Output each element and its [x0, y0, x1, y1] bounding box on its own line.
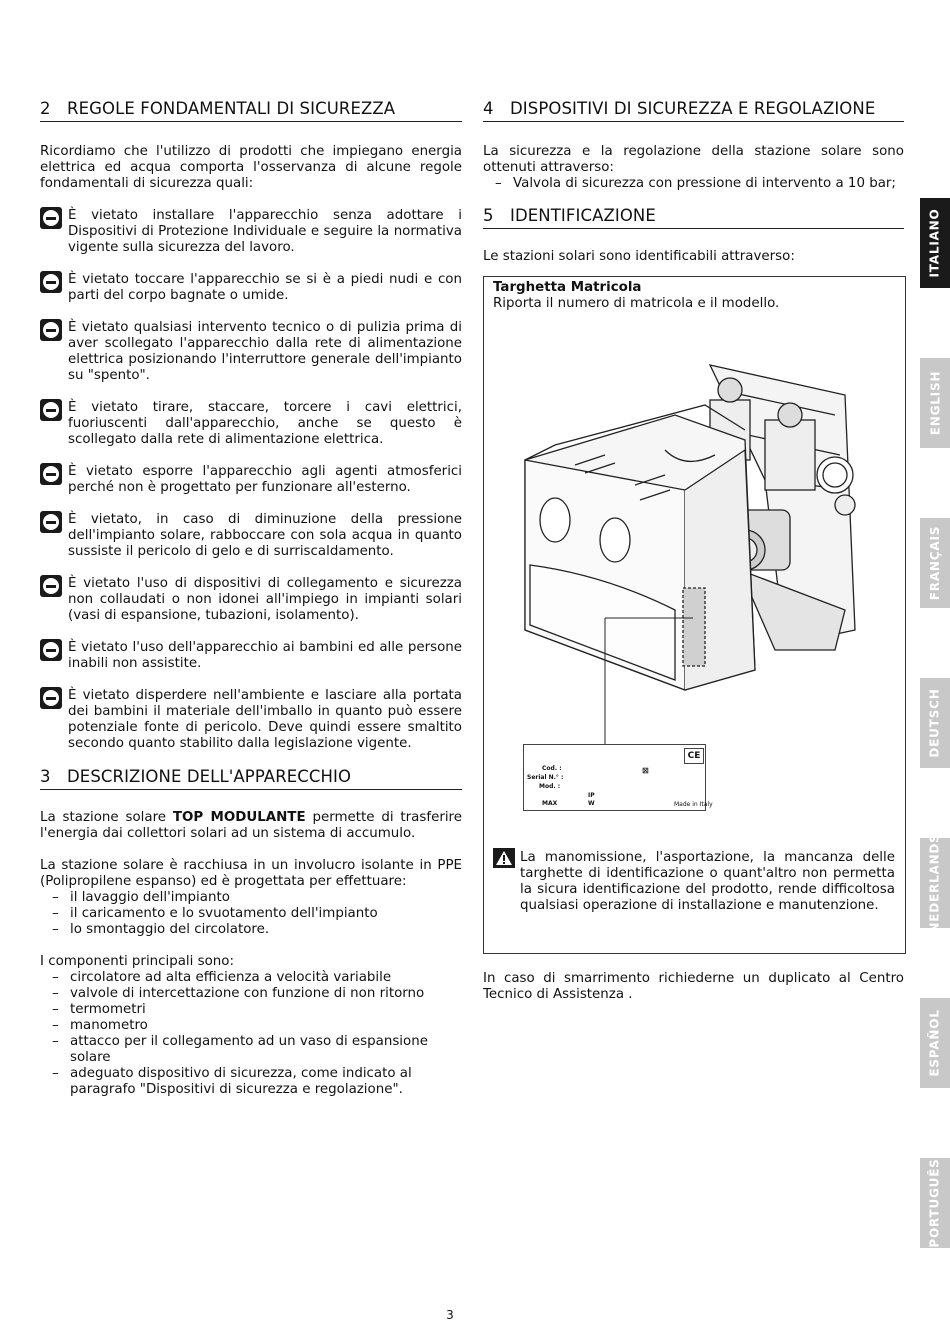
warning-item — [40, 512, 462, 560]
warning-item — [40, 576, 462, 624]
list-item: – circolatore ad alta efficienza a velocità variabile — [70, 970, 462, 986]
warning-item — [40, 400, 462, 448]
components-list — [40, 970, 462, 1098]
tab-italiano[interactable]: ITALIANO — [920, 198, 950, 288]
rating-plate-caption — [493, 280, 893, 312]
left-column — [40, 101, 462, 1098]
rating-plate-title: Targhetta Matricola — [493, 280, 642, 295]
page-number: 3 — [446, 1308, 454, 1322]
warning-item — [40, 320, 462, 384]
section-5-text: Le stazioni solari sono identificabili attraverso: — [483, 249, 795, 264]
list-item: – Valvola di sicurezza con pressione di intervento a 10 bar; — [513, 176, 904, 192]
section-2-intro: Ricordiamo che l'utilizzo di prodotti che impiegano energia elettrica ed acqua comporta l'osservanza di alcune regole fondamentali di sicurezza quali: — [40, 144, 462, 191]
safety-devices-list — [483, 176, 904, 192]
warning-item — [40, 464, 462, 496]
warning-item — [40, 688, 462, 752]
list-item: – attacco per il collegamento ad un vaso di espansione solare — [70, 1034, 462, 1066]
warning-text: È vietato qualsiasi intervento tecnico o di pulizia prima di aver scollegato l'apparecchio dalla rete di alimentazione elettrica posizionando l'interruttore generale dell'impianto su "spento". — [68, 320, 462, 383]
warning-item — [40, 272, 462, 304]
tab-nederlands[interactable]: NEDERLANDS — [920, 838, 950, 928]
warning-text: È vietato l'uso di dispositivi di collegamento e sicurezza non collaudati o non idonei all'impiego in impianti solari (vasi di espansione, tubazioni, isolamento). — [68, 576, 462, 623]
warning-text: È vietato installare l'apparecchio senza adottare i Dispositivi di Protezione Individuale e seguire la normativa vigente sulla sicurezza del lavoro. — [68, 208, 462, 255]
ce-mark: CE — [684, 748, 704, 764]
prohibition-icon — [40, 511, 62, 533]
section-4-heading: 4 DISPOSITIVI DI SICUREZZA E REGOLAZIONE — [483, 101, 904, 122]
prohibition-icon — [40, 639, 62, 661]
warning-item — [40, 640, 462, 672]
prohibition-icon — [40, 463, 62, 485]
tab-portugues[interactable]: PORTUGUÊS — [920, 1158, 950, 1248]
language-tabs — [920, 0, 950, 1344]
list-item: – valvole di intercettazione con funzione di non ritorno — [70, 986, 462, 1002]
section-2-heading: 2 REGOLE FONDAMENTALI DI SICUREZZA — [40, 101, 462, 122]
right-column — [483, 101, 904, 265]
warning-triangle-icon — [493, 848, 515, 868]
rating-plate: Cod. : Serial N.° : Mod. : IP MAX W Made in Italy CE ⊠ — [523, 744, 706, 811]
section-5-heading: 5 IDENTIFICAZIONE — [483, 208, 904, 229]
section-3-p2: La stazione solare è racchiusa in un involucro isolante in PPE (Polipropilene espanso) ed è progettata per effettuare: — [40, 858, 462, 889]
warning-text: È vietato, in caso di diminuzione della pressione dell'impianto solare, rabboccare con sola acqua in quanto sussiste il pericolo di gelo e di surriscaldamento. — [68, 512, 462, 559]
section-3-p3: I componenti principali sono: — [40, 954, 234, 969]
list-item: – termometri — [70, 1002, 462, 1018]
prohibition-icon — [40, 207, 62, 229]
tab-english[interactable]: ENGLISH — [920, 358, 950, 448]
warning-text: È vietato l'uso dell'apparecchio ai bambini ed alle persone inabili non assistite. — [68, 640, 462, 671]
section-3-p1: La stazione solare TOP MODULANTE permette di trasferire l'energia dai collettori solari ad un sistema di accumulo. — [40, 810, 462, 841]
warning-list — [40, 208, 462, 752]
prohibition-icon — [40, 575, 62, 597]
warning-text: È vietato toccare l'apparecchio se si è a piedi nudi e con parti del corpo bagnate o umide. — [68, 272, 462, 303]
list-item: – manometro — [70, 1018, 462, 1034]
tab-deutsch[interactable]: DEUTSCH — [920, 678, 950, 768]
prohibition-icon — [40, 271, 62, 293]
solar-station-illustration — [515, 360, 885, 750]
list-item: – il lavaggio dell'impianto — [70, 890, 462, 906]
tab-espanol[interactable]: ESPAÑOL — [920, 998, 950, 1088]
weee-bin-icon: ⊠ — [642, 766, 649, 775]
warning-text: È vietato tirare, staccare, torcere i cavi elettrici, fuoriuscenti dall'apparecchio, anche se questo è scollegato dalla rete di alimentazione elettrica. — [68, 400, 462, 447]
tab-francais[interactable]: FRANÇAIS — [920, 518, 950, 608]
section-3-heading: 3 DESCRIZIONE DELL'APPARECCHIO — [40, 769, 462, 790]
warning-item — [40, 208, 462, 256]
list-item: – il caricamento e lo svuotamento dell'impianto — [70, 906, 462, 922]
list-item: – adeguato dispositivo di sicurezza, come indicato al paragrafo "Dispositivi di sicurezza e regolazione". — [70, 1066, 462, 1098]
product-name: TOP MODULANTE — [172, 810, 306, 825]
tampering-warning: La manomissione, l'asportazione, la mancanza delle targhette di identificazione o quant'altro non permetta la sicura identificazione del prodotto, rende difficoltosa qualsiasi operazione di installazione e manutenzione. — [520, 850, 895, 913]
prohibition-icon — [40, 399, 62, 421]
rating-plate-description: Riporta il numero di matricola e il modello. — [493, 296, 780, 311]
warning-text: È vietato disperdere nell'ambiente e lasciare alla portata dei bambini il materiale dell'imballo in quanto può essere potenziale fonte di pericolo. Deve quindi essere smaltito secondo quanto stabilito dalla legislazione vigente. — [68, 688, 462, 751]
closing-text: In caso di smarrimento richiederne un duplicato al Centro Tecnico di Assistenza . — [483, 971, 904, 1002]
list-item: – lo smontaggio del circolatore. — [70, 922, 462, 938]
operations-list — [40, 890, 462, 938]
prohibition-icon — [40, 319, 62, 341]
prohibition-icon — [40, 687, 62, 709]
warning-text: È vietato esporre l'apparecchio agli agenti atmosferici perché non è progettato per funzionare all'esterno. — [68, 464, 462, 495]
section-4-text: La sicurezza e la regolazione della stazione solare sono ottenuti attraverso: — [483, 144, 904, 175]
